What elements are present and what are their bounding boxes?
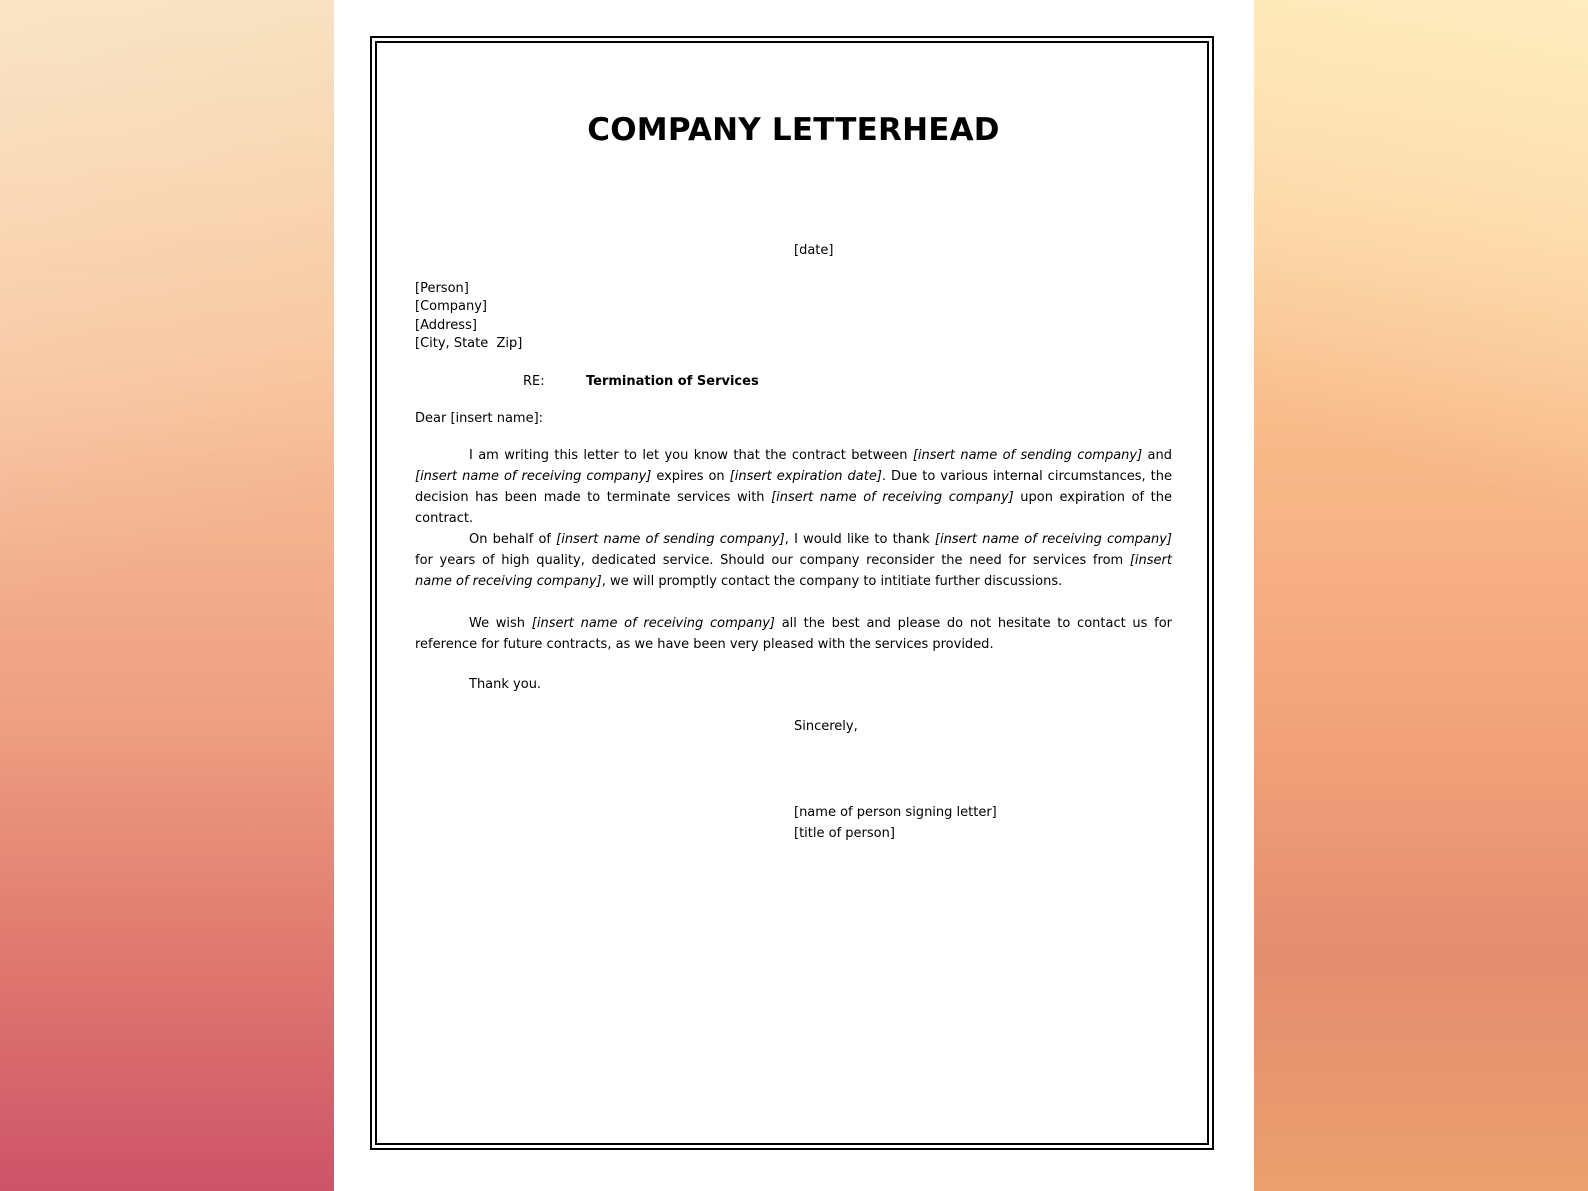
thank-you-line: Thank you.: [469, 677, 542, 692]
letter-date: [date]: [794, 243, 834, 258]
recipient-person: [Person]: [415, 281, 469, 296]
re-label: RE:: [523, 374, 545, 389]
subject-text: Termination of Services: [586, 374, 759, 389]
letterhead-title: COMPANY LETTERHEAD: [587, 112, 1000, 148]
page-border-inner: [375, 41, 1209, 1145]
p2-placeholder-2: [insert name of receiving company]: [934, 532, 1173, 547]
p2-text-4: , we will promptly contact the company to intitiate further discussions.: [601, 574, 1063, 589]
page-border-outer: [370, 36, 1214, 1150]
background-right-panel: [1254, 0, 1588, 1191]
p2-text-1: On behalf of: [469, 532, 557, 547]
p1-text-3: expires on: [651, 469, 730, 484]
p3-placeholder-1: [insert name of receiving company]: [531, 616, 775, 631]
signature-block: [794, 802, 997, 844]
p2-placeholder-3: [insert name of receiving company]: [415, 553, 1172, 589]
recipient-city-state-zip: [City, State Zip]: [415, 335, 523, 351]
paragraph-2: [415, 529, 1172, 592]
p2-placeholder-1: [insert name of sending company]: [556, 532, 785, 547]
closing-line: Sincerely,: [794, 719, 858, 734]
p3-text-2: all the best and please do not hesitate to contact us for reference for future contracts, as we have been very pleased with the services provided.: [415, 616, 1172, 652]
salutation: Dear [insert name]:: [415, 411, 544, 426]
signer-name: [name of person signing letter]: [794, 805, 997, 820]
recipient-address: [Address]: [415, 317, 477, 333]
p1-text-1: I am writing this letter to let you know that the contract between: [469, 448, 913, 463]
p1-placeholder-1: [insert name of sending company]: [912, 448, 1143, 463]
signer-title: [title of person]: [794, 826, 895, 841]
p1-placeholder-2: [insert name of receiving company]: [415, 469, 652, 484]
p1-text-5: upon expiration of the contract.: [415, 490, 1173, 526]
recipient-company: [Company]: [415, 299, 487, 315]
paragraph-3: [415, 613, 1172, 655]
p1-placeholder-3: [insert expiration date]: [729, 469, 882, 484]
p2-text-2: , I would like to thank: [784, 532, 935, 547]
p3-text-1: We wish: [469, 616, 532, 631]
p2-text-3: for years of high quality, dedicated service. Should our company reconsider the need for services from: [415, 553, 1130, 568]
p1-placeholder-4: [insert name of receiving company]: [771, 490, 1014, 505]
recipient-address-block: [415, 280, 522, 353]
document-page: [334, 0, 1254, 1191]
p1-text-2: and: [1142, 448, 1173, 463]
p1-text-4: . Due to various internal circumstances, the decision has been made to terminate services with: [415, 469, 1172, 505]
paragraph-1: [415, 445, 1172, 529]
